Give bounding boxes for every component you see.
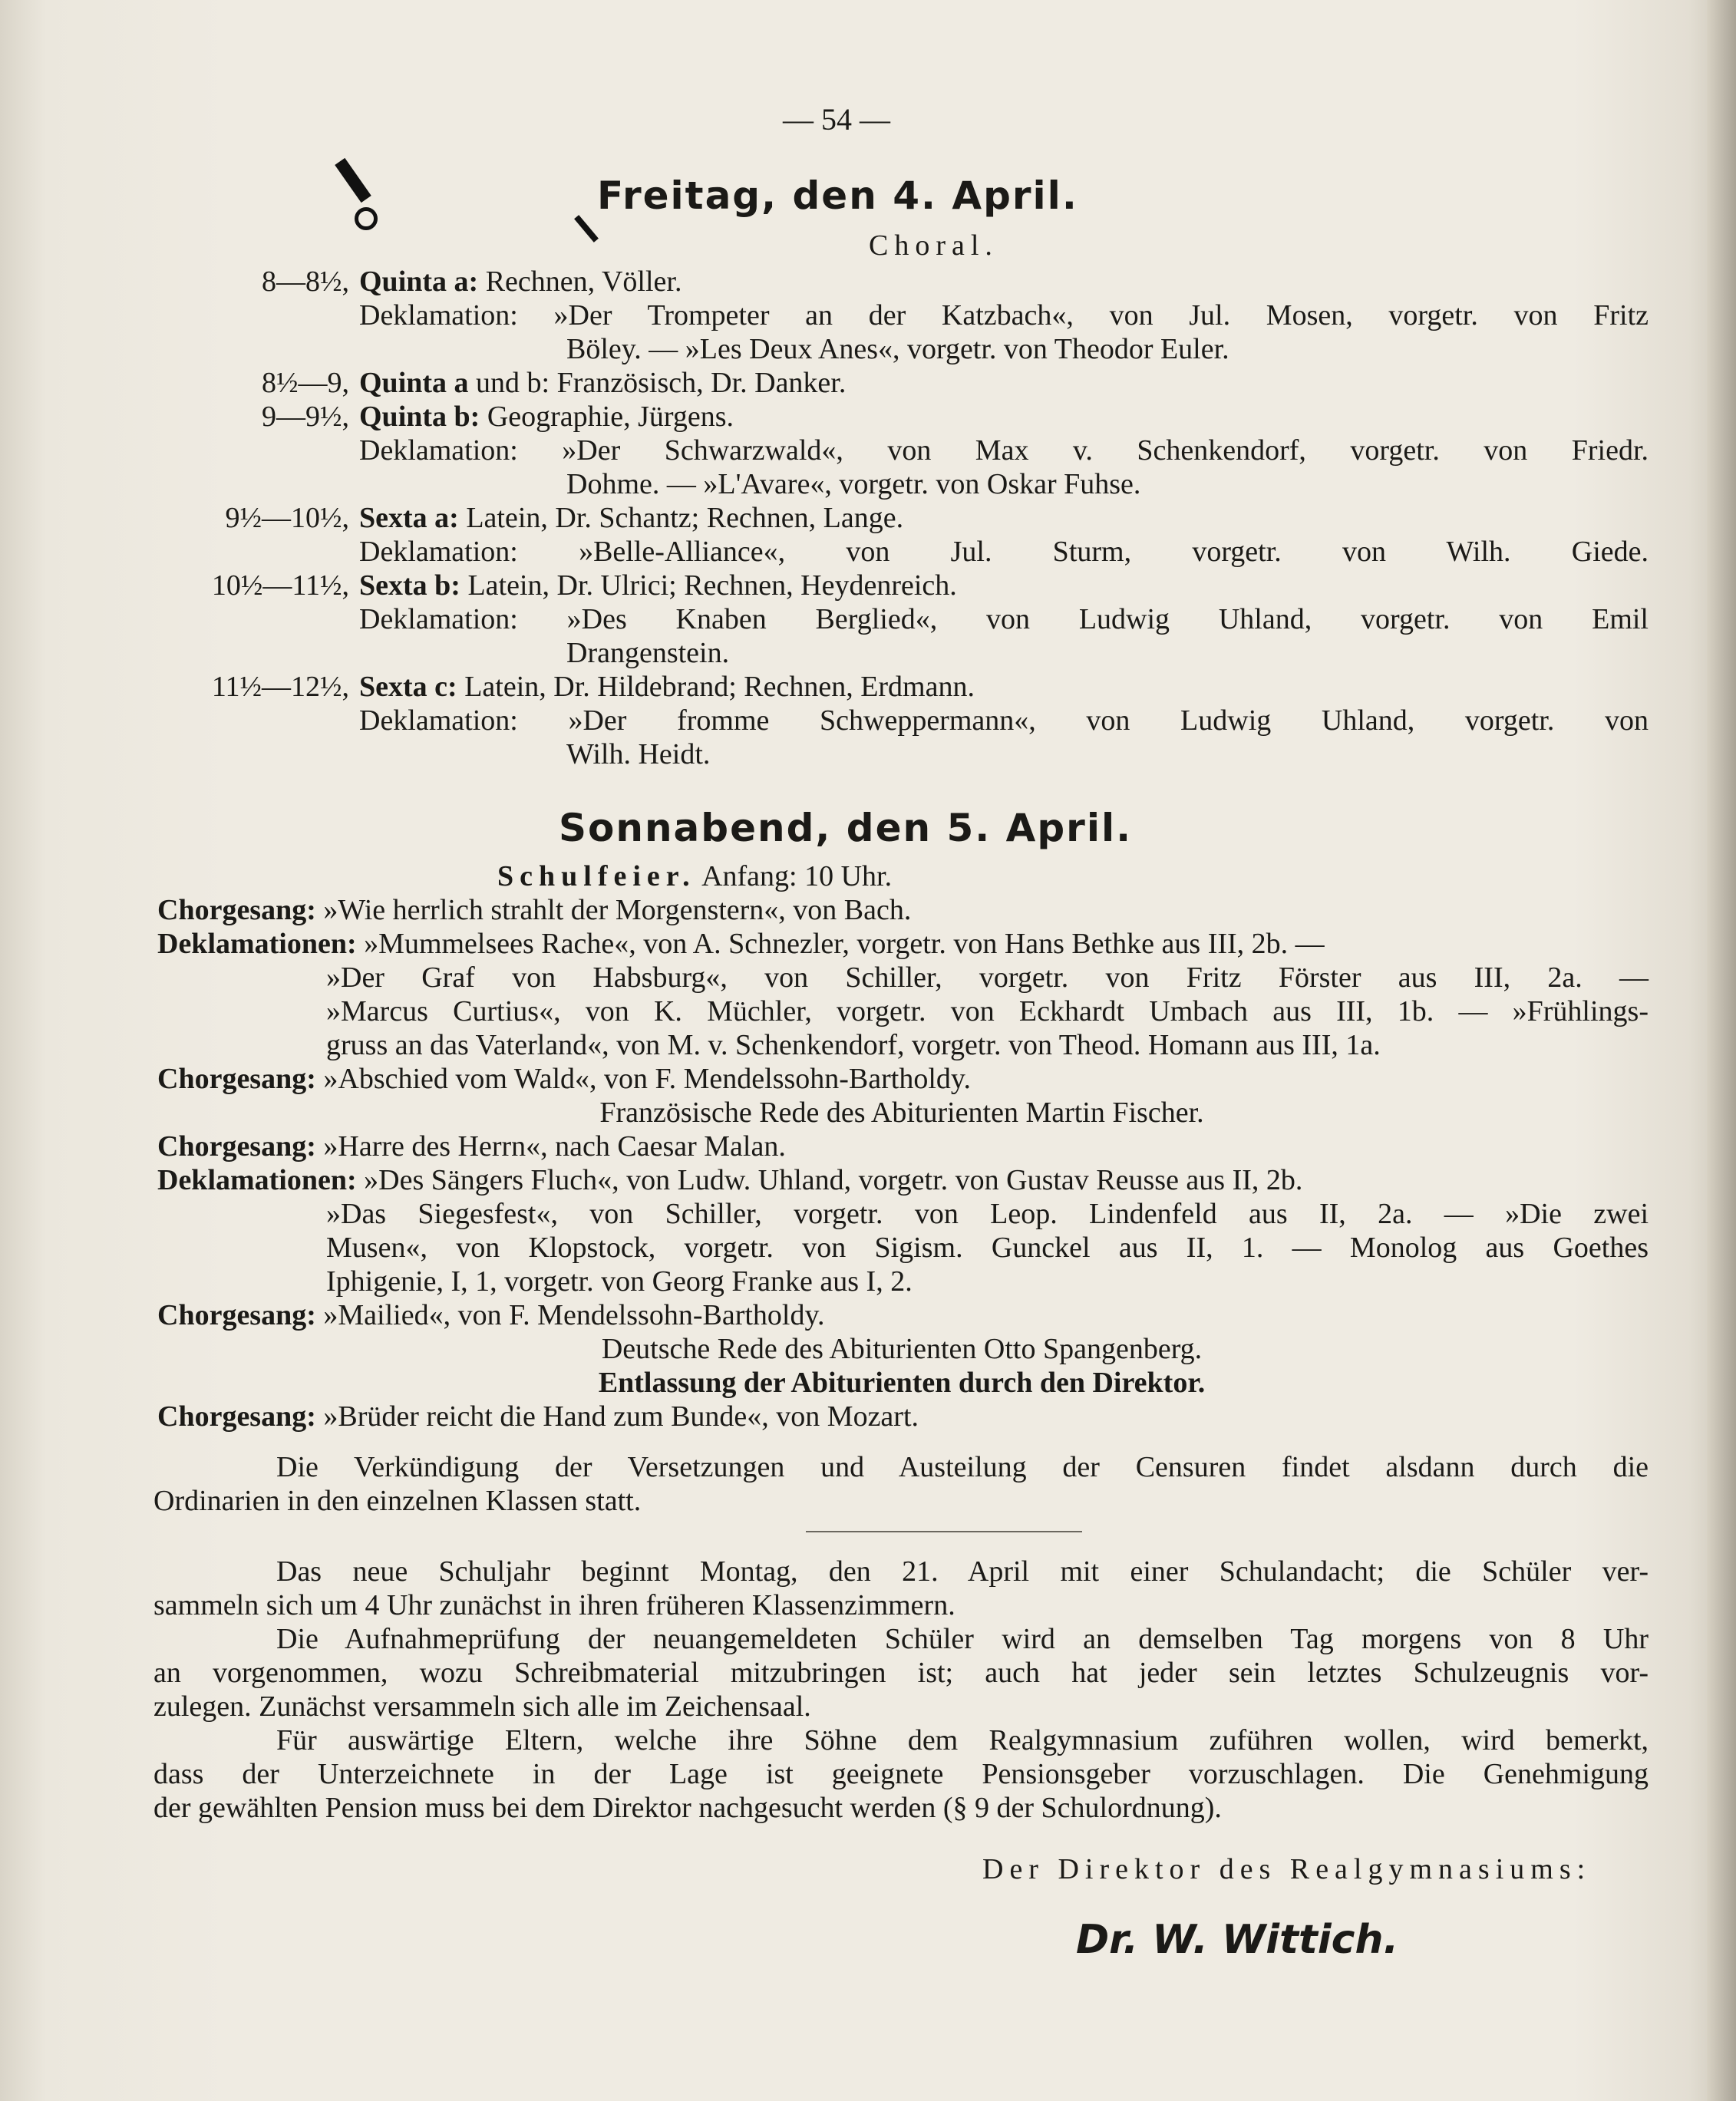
program-text: »Brüder reicht die Hand zum Bunde«, von Mozart. [315, 1400, 919, 1433]
class-name: Quinta b: [359, 401, 480, 433]
declamation-continuation: Wilh. Heidt. [566, 738, 711, 770]
time-slot: 9—9½, [262, 401, 349, 433]
declamation-continuation: Dohme. — »L'Avare«, vorgetr. von Oskar Fuhse. [566, 468, 1141, 500]
class-name: Sexta a: [359, 502, 459, 534]
class-name: Quinta a [359, 367, 469, 399]
time-slot: 11½—12½, [211, 671, 349, 703]
signature: Dr. W. Wittich. [1076, 1917, 1399, 1963]
program-text: »Mummelsees Rache«, von A. Schnezler, vorgetr. von Hans Bethke aus III, 2b. — [356, 928, 1325, 960]
program-label: Chorgesang: [157, 1063, 316, 1095]
lesson-text: Latein, Dr. Hildebrand; Rechnen, Erdmann. [457, 671, 975, 703]
time-slot: 9½—10½, [225, 502, 349, 534]
closing-paragraph-line: der gewählten Pension muss bei dem Direktor nachgesucht werden (§ 9 der Schulordnung). [153, 1792, 1222, 1824]
program-label: Deklamationen: [157, 928, 357, 960]
class-line [359, 569, 957, 602]
closing-paragraph-line: Die Aufnahmeprüfung der neuangemeldeten Schüler wird an demselben Tag morgens von 8 Uhr [276, 1623, 1649, 1655]
program-centered: Deutsche Rede des Abiturienten Otto Spangenberg. [601, 1333, 1203, 1365]
time-slot: 8—8½, [262, 266, 349, 298]
class-line [359, 366, 846, 400]
class-line [359, 670, 975, 704]
separator-rule [806, 1531, 1082, 1532]
class-line [359, 400, 734, 434]
closing-paragraph-line: Das neue Schuljahr beginnt Montag, den 21. April mit einer Schulandacht; die Schüler ver- [276, 1555, 1649, 1588]
program-line [157, 927, 1325, 961]
program-text: »Mailied«, von F. Mendelssohn-Bartholdy. [315, 1299, 825, 1331]
program-text: »Harre des Herrn«, nach Caesar Malan. [315, 1130, 786, 1163]
page-number: — 54 — [783, 102, 890, 137]
page-edge-shadow [1707, 0, 1736, 2101]
program-line [157, 1130, 786, 1163]
class-line [359, 265, 682, 298]
program-line [157, 1298, 825, 1332]
saturday-heading: Sonnabend, den 5. April. [559, 806, 1133, 850]
schulfeier-label: Schulfeier. [497, 860, 696, 892]
program-text: »Wie herrlich strahlt der Morgenstern«, von Bach. [315, 894, 912, 926]
closing-paragraph-line: an vorgenommen, wozu Schreibmaterial mitzubringen ist; auch hat jeder sein letztes Schulzeugnis vor- [153, 1657, 1649, 1689]
closing-paragraph-line: Die Verkündigung der Versetzungen und Austeilung der Censuren findet alsdann durch die [276, 1451, 1649, 1483]
declamation-line: Deklamation: »Des Knaben Berglied«, von Ludwig Uhland, vorgetr. von Emil [359, 603, 1649, 635]
closing-paragraph-line: zulegen. Zunächst versammeln sich alle im Zeichensaal. [153, 1690, 811, 1723]
program-line [157, 893, 911, 927]
closing-paragraph-line: Für auswärtige Eltern, welche ihre Söhne dem Realgymnasium zuführen wollen, wird bemerkt, [276, 1724, 1649, 1756]
program-centered: Französische Rede des Abiturienten Martin Fischer. [599, 1097, 1204, 1129]
class-name: Quinta a: [359, 266, 479, 298]
program-label: Deklamationen: [157, 1164, 357, 1196]
declamation-continuation: Böley. — »Les Deux Anes«, vorgetr. von Theodor Euler. [566, 333, 1229, 365]
declamation-line: Deklamation: »Belle-Alliance«, von Jul. Sturm, vorgetr. von Wilh. Giede. [359, 536, 1649, 568]
declamation-continuation: Drangenstein. [566, 637, 730, 669]
choral-label: Choral. [869, 229, 998, 262]
time-slot: 8½—9, [262, 367, 349, 399]
program-line [157, 1163, 1302, 1197]
closing-paragraph-line: dass der Unterzeichnete in der Lage ist geeignete Pensionsgeber vorzuschlagen. Die Genehmigung [153, 1758, 1649, 1790]
schulfeier-subheading [497, 859, 892, 893]
pen-mark [355, 207, 378, 230]
program-continuation: »Der Graf von Habsburg«, von Schiller, vorgetr. von Fritz Förster aus III, 2a. — [326, 961, 1649, 994]
time-slot: 10½—11½, [211, 569, 349, 602]
lesson-text: Latein, Dr. Ulrici; Rechnen, Heydenreich. [460, 569, 957, 602]
lesson-text: und b: Französisch, Dr. Danker. [468, 367, 847, 399]
closing-paragraph-line: sammeln sich um 4 Uhr zunächst in ihren früheren Klassenzimmern. [153, 1589, 955, 1621]
program-label: Chorgesang: [157, 1130, 316, 1163]
class-line [359, 501, 903, 535]
program-label: Chorgesang: [157, 1299, 316, 1331]
declamation-line: Deklamation: »Der Trompeter an der Katzbach«, von Jul. Mosen, vorgetr. von Fritz [359, 299, 1649, 331]
program-continuation: Musen«, von Klopstock, vorgetr. von Sigism. Gunckel aus II, 1. — Monolog aus Goethes [326, 1232, 1649, 1264]
program-text: »Des Sängers Fluch«, von Ludw. Uhland, vorgetr. von Gustav Reusse aus II, 2b. [356, 1164, 1303, 1196]
signature-line: Der Direktor des Realgymnasiums: [982, 1853, 1592, 1885]
class-name: Sexta b: [359, 569, 460, 602]
program-continuation: gruss an das Vaterland«, von M. v. Schenkendorf, vorgetr. von Theod. Homann aus III, 1a. [326, 1029, 1381, 1061]
class-name: Sexta c: [359, 671, 457, 703]
program-line [157, 1062, 971, 1096]
program-continuation: Iphigenie, I, 1, vorgetr. von Georg Franke aus I, 2. [326, 1265, 913, 1298]
lesson-text: Geographie, Jürgens. [480, 401, 734, 433]
lesson-text: Rechnen, Völler. [478, 266, 682, 298]
start-time: Anfang: 10 Uhr. [701, 860, 893, 892]
friday-heading: Freitag, den 4. April. [597, 173, 1078, 218]
program-text: »Abschied vom Wald«, von F. Mendelssohn-Bartholdy. [315, 1063, 971, 1095]
program-line [157, 1400, 919, 1433]
lesson-text: Latein, Dr. Schantz; Rechnen, Lange. [458, 502, 904, 534]
declamation-line: Deklamation: »Der Schwarzwald«, von Max v. Schenkendorf, vorgetr. von Friedr. [359, 434, 1649, 467]
program-continuation: »Das Siegesfest«, von Schiller, vorgetr. von Leop. Lindenfeld aus II, 2a. — »Die zwei [326, 1198, 1649, 1230]
program-label: Chorgesang: [157, 1400, 316, 1433]
declamation-line: Deklamation: »Der fromme Schweppermann«, von Ludwig Uhland, vorgetr. von [359, 704, 1649, 737]
program-continuation: »Marcus Curtius«, von K. Müchler, vorgetr. von Eckhardt Umbach aus III, 1b. — »Frühlings- [326, 995, 1649, 1027]
program-label: Chorgesang: [157, 894, 316, 926]
program-centered-bold: Entlassung der Abiturienten durch den Direktor. [598, 1367, 1206, 1399]
closing-paragraph-line: Ordinarien in den einzelnen Klassen statt. [153, 1485, 642, 1517]
